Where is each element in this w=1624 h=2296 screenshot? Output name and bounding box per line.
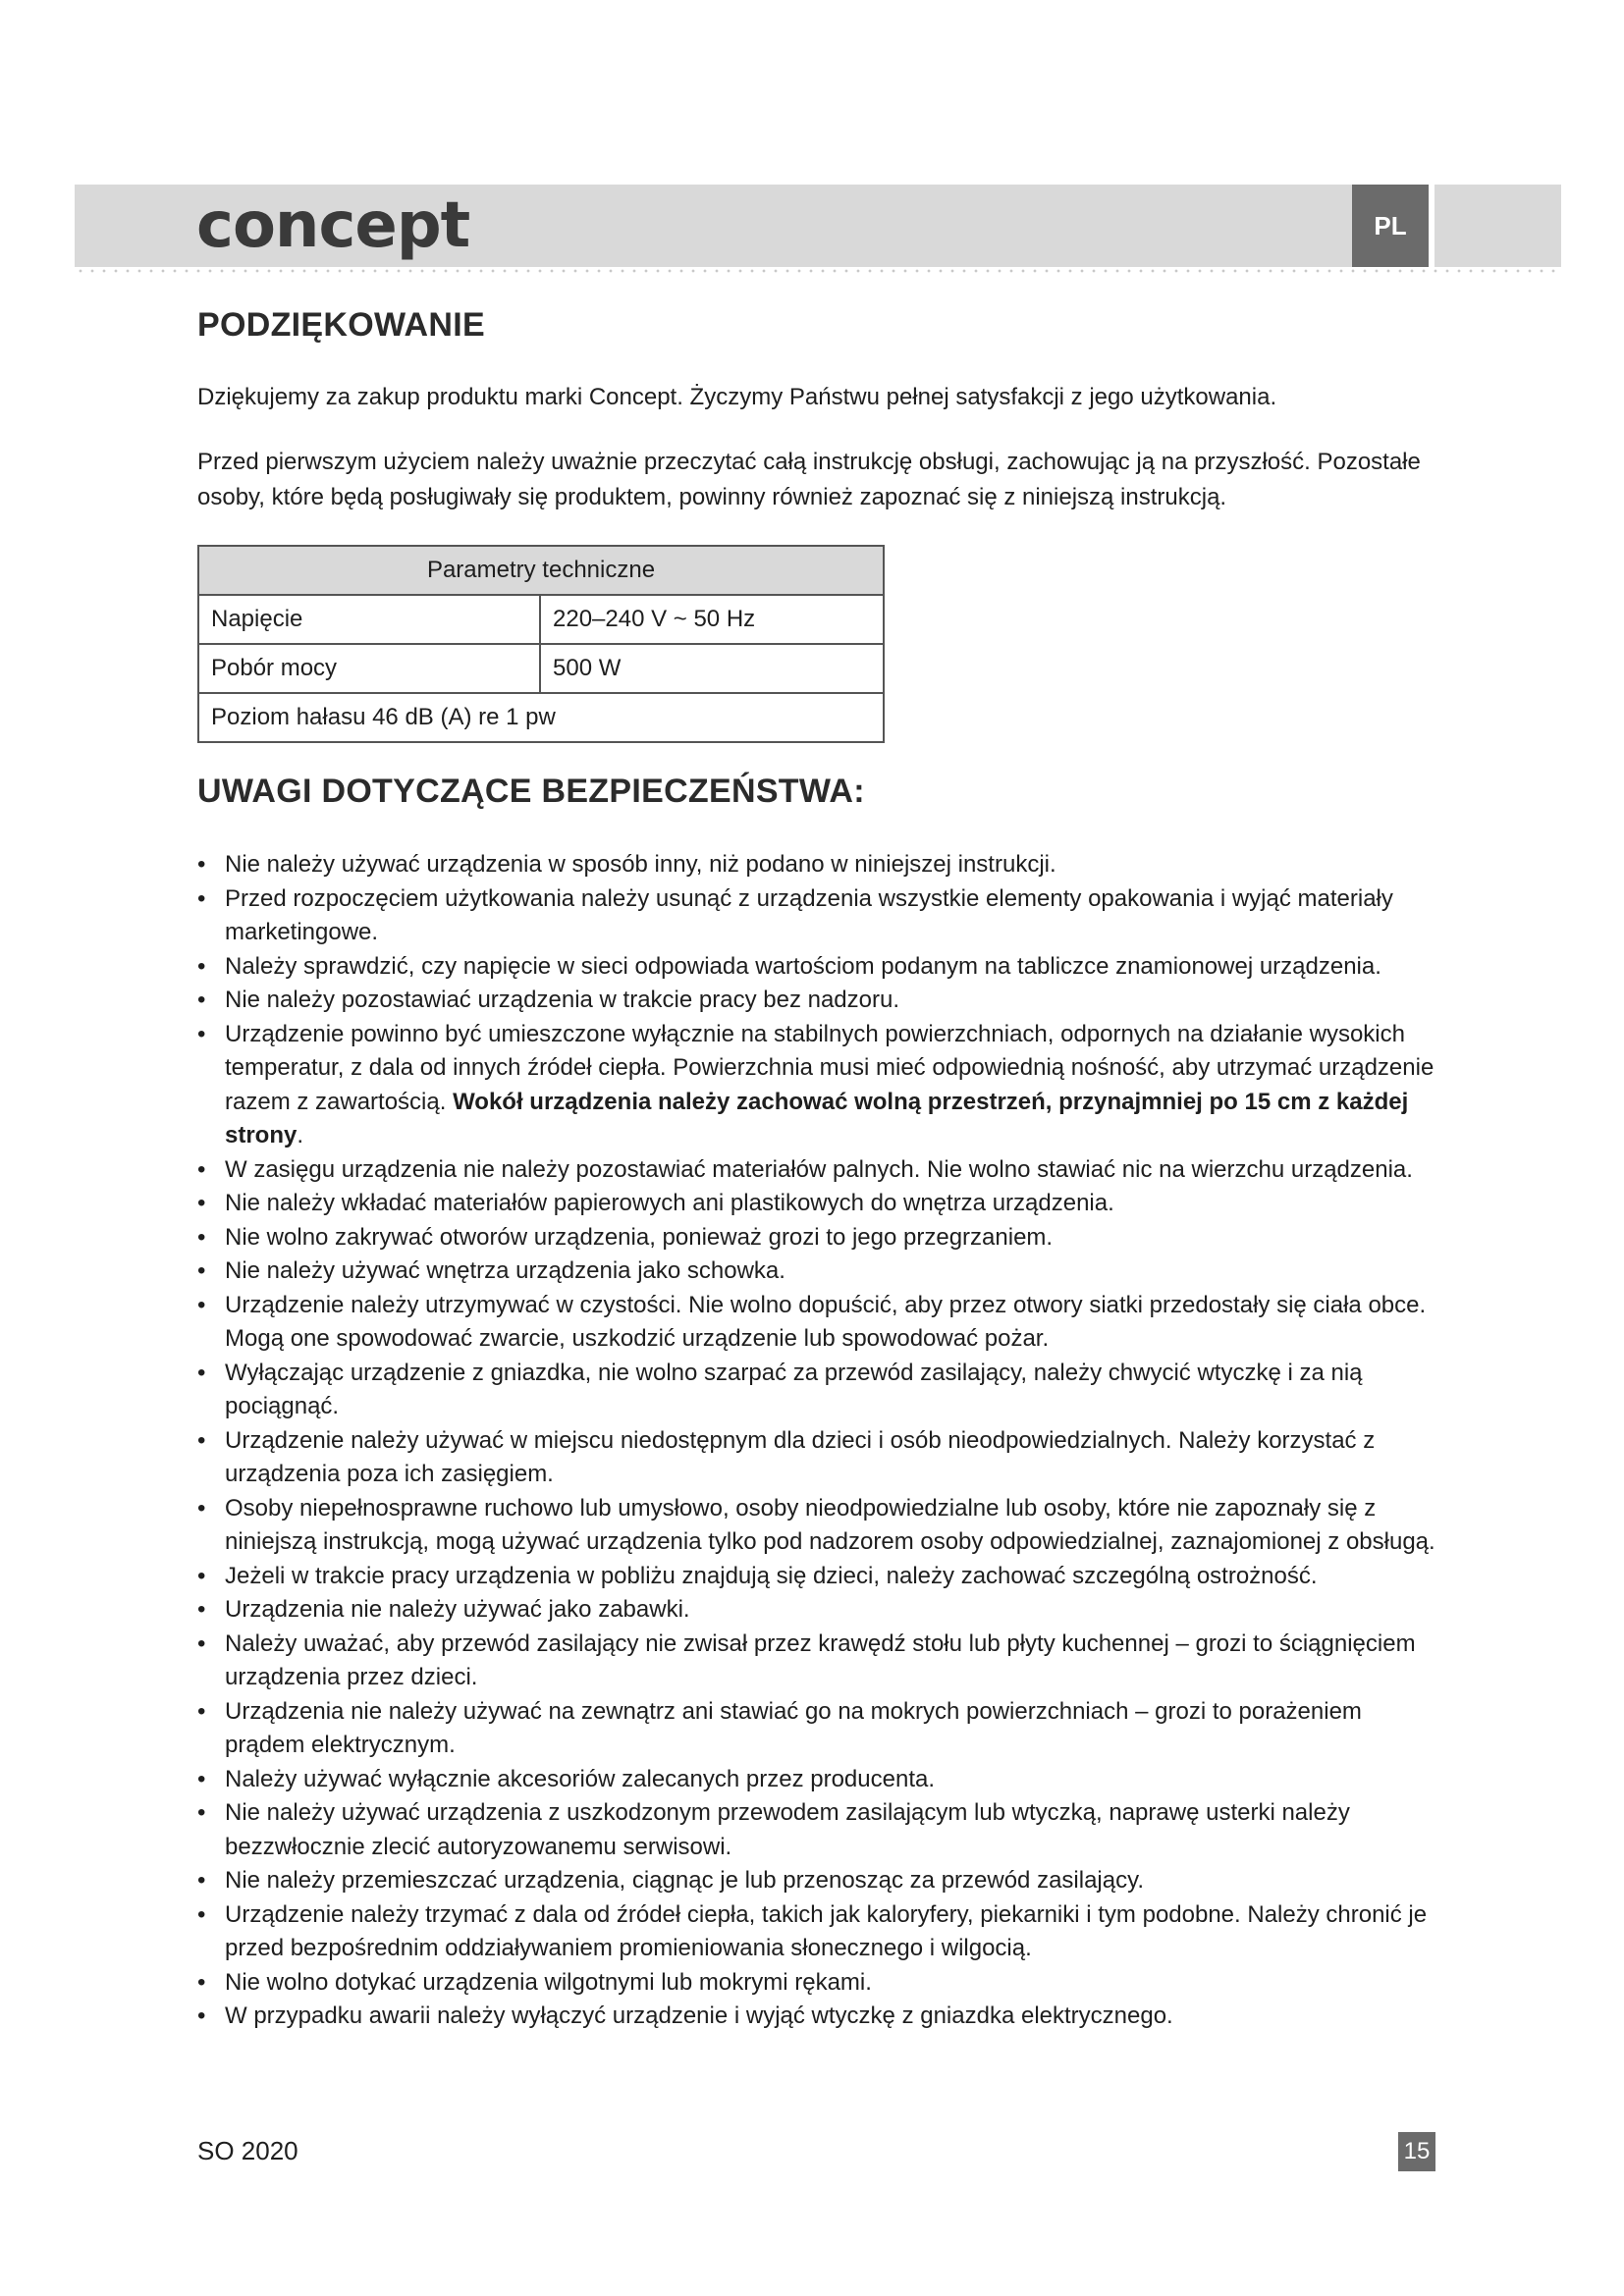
list-item: • Jeżeli w trakcie pracy urządzenia w pobliżu znajdują się dzieci, należy zachować szczególną ostrożność.	[197, 1560, 1442, 1594]
list-item-end: .	[297, 1122, 304, 1148]
table-row	[198, 595, 884, 644]
list-item-emphasis: Wokół urządzenia należy zachować wolną przestrzeń, przynajmniej po 15 cm z każdej strony	[225, 1088, 1409, 1148]
list-item: • Nie wolno zakrywać otworów urządzenia, ponieważ grozi to jego przegrzaniem.	[197, 1221, 1442, 1255]
list-item: • Nie należy wkładać materiałów papierowych ani plastikowych do wnętrza urządzenia.	[197, 1187, 1442, 1221]
list-item: • Nie należy pozostawiać urządzenia w trakcie pracy bez nadzoru.	[197, 984, 1442, 1018]
list-item	[197, 1018, 1442, 1153]
list-item: • Urządzenie należy używać w miejscu niedostępnym dla dzieci i osób nieodpowiedzialnych. Należy korzystać z urządzenia poza ich zasięgiem.	[197, 1424, 1442, 1492]
list-item: • Urządzenia nie należy używać na zewnątrz ani stawiać go na mokrych powierzchniach – grozi to porażeniem prądem elektrycznym.	[197, 1695, 1442, 1763]
list-item: • Nie wolno dotykać urządzenia wilgotnymi lub mokrymi rękami.	[197, 1966, 1442, 2001]
dotted-divider	[75, 269, 1561, 273]
list-item: • W zasięgu urządzenia nie należy pozostawiać materiałów palnych. Nie wolno stawiać nic na wierzchu urządzenia.	[197, 1153, 1442, 1188]
list-item: • Należy uważać, aby przewód zasilający nie zwisał przez krawędź stołu lub płyty kuchennej – grozi to ściągnięciem urządzenia przez dzieci.	[197, 1628, 1442, 1695]
header-divider	[1429, 185, 1435, 267]
table-row	[198, 644, 884, 693]
thanks-title: PODZIĘKOWANIE	[197, 306, 485, 344]
list-item: • Nie należy używać urządzenia z uszkodzonym przewodem zasilającym lub wtyczką, naprawę usterki należy bezzwłocznie zlecić autoryzowanemu serwisowi.	[197, 1796, 1442, 1864]
list-item: • Nie należy używać urządzenia w sposób inny, niż podano w niniejszej instrukcji.	[197, 848, 1442, 882]
list-item: • Urządzenie należy trzymać z dala od źródeł ciepła, takich jak kaloryfery, piekarniki i tym podobne. Należy chronić je przed bezpośrednim oddziaływaniem promieniowania słonecznego i wilgocią.	[197, 1898, 1442, 1966]
safety-title: UWAGI DOTYCZĄCE BEZPIECZEŃSTWA:	[197, 773, 865, 810]
list-item: • W przypadku awarii należy wyłączyć urządzenie i wyjąć wtyczkę z gniazdka elektrycznego.	[197, 2000, 1442, 2034]
page-content	[197, 306, 1442, 2034]
page-number: 15	[1398, 2132, 1435, 2171]
thanks-paragraph-2: Przed pierwszym użyciem należy uważnie przeczytać całą instrukcję obsługi, zachowując ją na przyszłość. Pozostałe osoby, które będą posługiwały się produktem, powinny również zapoznać się z niniejszą instrukcją.	[197, 449, 1421, 510]
list-item: • Urządzenia nie należy używać jako zabawki.	[197, 1593, 1442, 1628]
list-item: • Należy używać wyłącznie akcesoriów zalecanych przez producenta.	[197, 1763, 1442, 1797]
list-item: • Przed rozpoczęciem użytkowania należy usunąć z urządzenia wszystkie elementy opakowania i wyjąć materiały marketingowe.	[197, 882, 1442, 950]
list-item: • Należy sprawdzić, czy napięcie w sieci odpowiada wartościom podanym na tabliczce znamionowej urządzenia.	[197, 950, 1442, 985]
spec-table-title: Parametry techniczne	[198, 546, 884, 595]
brand-logo: concept	[196, 189, 470, 262]
spec-header-row	[198, 546, 884, 595]
list-item: • Urządzenie należy utrzymywać w czystości. Nie wolno dopuścić, aby przez otwory siatki przedostały się ciała obce. Mogą one spowodować zwarcie, uszkodzić urządzenie lub spowodować pożar.	[197, 1289, 1442, 1357]
list-item: • Osoby niepełnosprawne ruchowo lub umysłowo, osoby nieodpowiedzialne lub osoby, które nie zapoznały się z niniejszą instrukcją, mogą używać urządzenia tylko pod nadzorem osoby odpowiedzialnej, zaznajomionej z obsługą.	[197, 1492, 1442, 1560]
spec-value: 220–240 V ~ 50 Hz	[540, 595, 884, 644]
spec-table	[197, 545, 885, 743]
model-number: SO 2020	[197, 2136, 298, 2165]
thanks-paragraph-1: Dziękujemy za zakup produktu marki Concept. Życzymy Państwu pełnej satysfakcji z jego użytkowania.	[197, 384, 1277, 410]
safety-list	[197, 848, 1442, 2034]
spec-value: 500 W	[540, 644, 884, 693]
list-item: • Nie należy używać wnętrza urządzenia jako schowka.	[197, 1255, 1442, 1289]
list-item: • Nie należy przemieszczać urządzenia, ciągnąc je lub przenosząc za przewód zasilający.	[197, 1864, 1442, 1898]
spec-label: Napięcie	[198, 595, 540, 644]
language-badge: PL	[1352, 185, 1429, 267]
table-row	[198, 693, 884, 742]
list-item-text: Urządzenie powinno być umieszczone wyłącznie na stabilnych powierzchniach, odpornych na działanie wysokich temperatur, z dala od innych źródeł ciepła. Powierzchnia musi mieć odpowiednią nośność, aby utrzymać urządzenie razem z zawartością.	[225, 1020, 1435, 1115]
spec-label: Pobór mocy	[198, 644, 540, 693]
list-item: • Wyłączając urządzenie z gniazdka, nie wolno szarpać za przewód zasilający, należy chwycić wtyczkę i za nią pociągnąć.	[197, 1357, 1442, 1424]
spec-noise: Poziom hałasu 46 dB (A) re 1 pw	[198, 693, 884, 742]
